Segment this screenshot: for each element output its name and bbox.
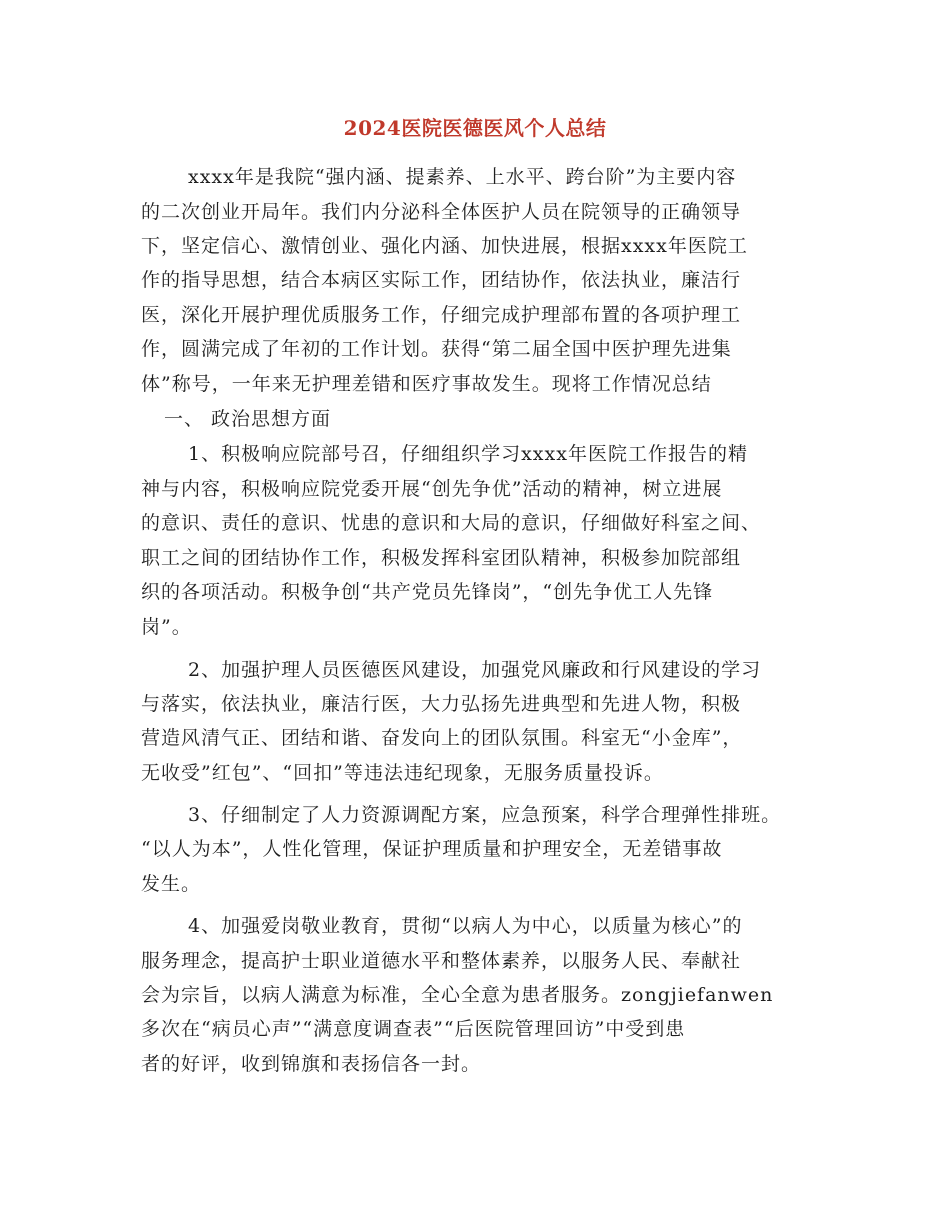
paragraph-line: 岗”。	[141, 616, 192, 638]
paragraph-line: 3、仔细制定了人力资源调配方案，应急预案，科学合理弹性排班。	[188, 804, 782, 826]
paragraph-line: xxxx年是我院“强内涵、提素养、上水平、跨台阶”为主要内容	[188, 166, 737, 188]
paragraph-line: 1、积极响应院部号召，仔细组织学习xxxx年医院工作报告的精	[188, 443, 748, 465]
paragraph-line: 无收受”红包”、“回扣”等违法违纪现象，无服务质量投诉。	[141, 762, 664, 784]
paragraph-line: 医，深化开展护理优质服务工作，仔细完成护理部布置的各项护理工	[141, 304, 742, 326]
section-heading: 一、 政治思想方面	[164, 408, 332, 430]
paragraph-line: 多次在“病员心声”“满意度调查表”“后医院管理回访”中受到患	[141, 1018, 686, 1040]
paragraph-line: 神与内容，积极响应院党委开展“创先争优”活动的精神，树立进展	[141, 478, 723, 500]
paragraph-line: 4、加强爱岗敬业教育，贯彻“以病人为中心，以质量为核心”的	[188, 915, 743, 937]
paragraph-line: 下，坚定信心、激情创业、强化内涵、加快进展，根据xxxx年医院工	[141, 235, 748, 257]
paragraph-line: 织的各项活动。积极争创“共产党员先锋岗”，“创先争优工人先锋	[141, 581, 714, 603]
paragraph-line: 会为宗旨，以病人满意为标准，全心全意为患者服务。zongjiefanwen	[141, 984, 774, 1006]
paragraph-line: 与落实，依法执业，廉洁行医，大力弘扬先进典型和先进人物，积极	[141, 693, 742, 715]
paragraph-line: 发生。	[141, 873, 202, 895]
paragraph-line: 体”称号，一年来无护理差错和医疗事故发生。现将工作情况总结	[141, 373, 712, 395]
paragraph-line: 作，圆满完成了年初的工作计划。获得“第二届全国中医护理先进集	[141, 338, 732, 360]
document-title: 2024医院医德医风个人总结	[343, 116, 607, 140]
paragraph-line: 的意识、责任的意识、忧患的意识和大局的意识，仔细做好科室之间、	[141, 512, 762, 534]
paragraph-line: 营造风清气正、团结和谐、奋发向上的团队氛围。科室无“小金库”，	[141, 727, 743, 749]
paragraph-line: 服务理念，提高护士职业道德水平和整体素养，以服务人民、奉献社	[141, 950, 742, 972]
paragraph-line: “以人为本”，人性化管理，保证护理质量和护理安全，无差错事故	[141, 838, 723, 860]
paragraph-line: 者的好评，收到锦旗和表扬信各一封。	[141, 1053, 482, 1075]
paragraph-line: 的二次创业开局年。我们内分泌科全体医护人员在院领导的正确领导	[141, 201, 742, 223]
paragraph-line: 职工之间的团结协作工作，积极发挥科室团队精神，积极参加院部组	[141, 547, 742, 569]
paragraph-line: 2、加强护理人员医德医风建设，加强党风廉政和行风建设的学习	[188, 659, 762, 681]
paragraph-line: 作的指导思想，结合本病区实际工作，团结协作，依法执业，廉洁行	[141, 269, 742, 291]
